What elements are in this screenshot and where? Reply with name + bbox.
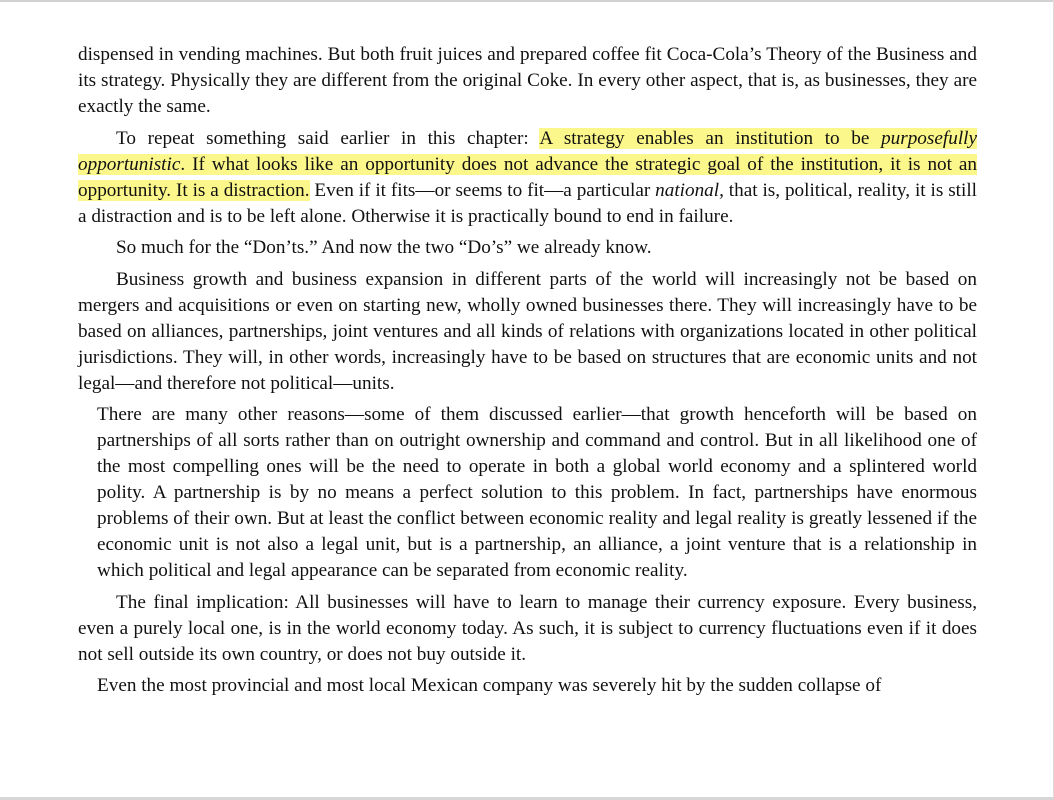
- highlight-emphasis: purposefully opportunistic: [78, 127, 977, 175]
- paragraph-5[interactable]: There are many other reasons—some of them discussed earlier—that growth henceforth will be based on partnerships of all sorts rather than on outright ownership and command and control. But in all likelihood one of the most compelling ones will be the need to operate in both a global world economy and a splintered world polity. A partnership is by no means a perfect solution to this problem. In fact, partnerships have enormous problems of their own. But at least the conflict between economic reality and legal reality is greatly lessened if the economic unit is not also a legal unit, but is a partnership, an alliance, a joint venture that is a relationship in which political and legal appearance can be separated from economic reality.: [97, 404, 977, 581]
- highlight-text-a: A strategy enables an institution to be: [539, 127, 882, 149]
- paragraph-4[interactable]: Business growth and business expansion in different parts of the world will increasingly not be based on mergers and acquisitions or even on starting new, wholly owned businesses there. They will increasingly have to be based on alliances, partnerships, joint ventures and all kinds of relations with organizations located in other political jurisdictions. They will, in other words, increasingly have to be based on structures that are economic units and not legal—and therefore not political—units.: [78, 268, 977, 394]
- paragraph-2-tail-b: that is, political, reality, it is still a distraction and is to be left alone. Otherwise it is practically bound to end in failure.: [78, 179, 977, 227]
- page-body[interactable]: [78, 42, 977, 705]
- paragraph-6[interactable]: The final implication: All businesses will have to learn to manage their currency exposure. Every business, even a purely local one, is in the world economy today. As such, it is subject to currency fluctuations even if it does not sell outside its own country, or does not buy outside it.: [78, 591, 977, 665]
- paragraph-2-emphasis: national,: [655, 179, 724, 201]
- top-border: [0, 0, 1054, 2]
- paragraph-7[interactable]: Even the most provincial and most local Mexican company was severely hit by the sudden collapse of: [97, 675, 882, 696]
- paragraph-2[interactable]: [78, 126, 977, 230]
- paragraph-2-tail-a: Even if it fits—or seems to fit—a particular: [309, 179, 656, 201]
- paragraph-2-lead: To repeat something said earlier in this chapter:: [116, 127, 540, 149]
- highlight-text-b: . If what looks like an opportunity does not advance the strategic goal of the institution, it is not an opportunity. It is a distraction.: [78, 153, 977, 201]
- paragraph-3[interactable]: So much for the “Don’ts.” And now the two “Do’s” we already know.: [116, 237, 652, 258]
- paragraph-1[interactable]: dispensed in vending machines. But both fruit juices and prepared coffee fit Coca-Cola’s Theory of the Business and its strategy. Physically they are different from the original Coke. In every other aspect, that is, as businesses, they are exactly the same.: [78, 44, 977, 117]
